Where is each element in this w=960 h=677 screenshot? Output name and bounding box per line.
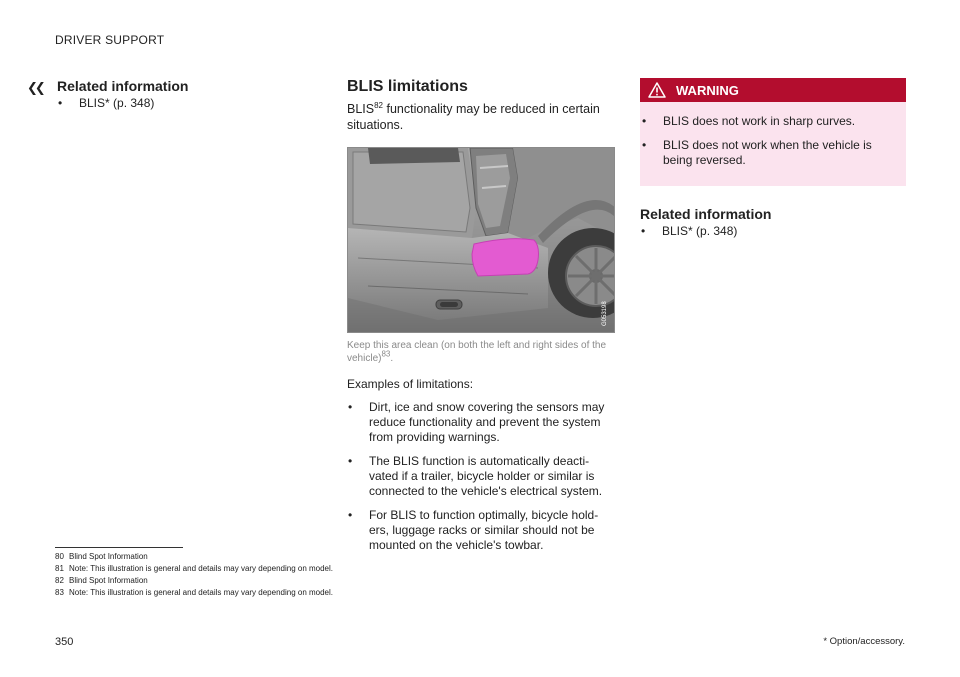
warning-item: • BLIS does not work when the vehicle is being reversed. <box>641 138 898 168</box>
footnote-divider <box>55 547 183 548</box>
left-column <box>57 78 317 111</box>
warning-triangle-icon <box>648 82 666 98</box>
related-information-list <box>640 224 906 239</box>
related-information-heading: Related information <box>640 206 772 222</box>
warning-body <box>640 102 906 186</box>
sensor-area-highlight <box>472 239 539 276</box>
footnote-ref[interactable]: 83 <box>381 349 391 359</box>
examples-label: Examples of limitations: <box>347 377 474 391</box>
figure-caption: Keep this area clean (on both the left and right sides of the vehicle)$^{83}$. <box>347 340 607 364</box>
intro-paragraph: BLIS$^{82}$ functionality may be reduced in certain situations. <box>347 100 600 132</box>
related-link[interactable]: • BLIS* (p. 348) <box>57 96 317 111</box>
page-title: BLIS limitations <box>347 78 468 95</box>
vehicle-rear-illustration <box>347 147 615 333</box>
limitation-item: • For BLIS to function optimally, bicycle hold-ers, luggage racks or similar should not be mounted on the vehicle's towbar. <box>347 508 615 553</box>
related-information-heading: Related information <box>57 78 189 94</box>
warning-item: • BLIS does not work in sharp curves. <box>641 114 898 129</box>
double-chevron-left-icon[interactable]: ❮❮ <box>27 80 43 95</box>
footnote: 81 Note: This illustration is general and details may vary depending on model. <box>55 564 333 573</box>
related-information-list <box>57 96 317 111</box>
limitations-list <box>347 400 615 553</box>
footnote: 82 Blind Spot Information <box>55 576 148 585</box>
option-accessory-note: * Option/accessory. <box>823 636 905 647</box>
middle-column <box>347 78 615 562</box>
footnote: 80 Blind Spot Information <box>55 552 148 561</box>
footnote-ref[interactable]: 82 <box>374 100 384 110</box>
figure-code: G053198 <box>602 301 608 326</box>
footnotes <box>55 551 475 599</box>
warning-list <box>641 114 898 168</box>
right-column <box>640 78 906 239</box>
warning-box <box>640 78 906 186</box>
running-head: DRIVER SUPPORT <box>55 33 165 47</box>
limitation-item: • Dirt, ice and snow covering the sensors may reduce functionality and prevent the system from providing warnings. <box>347 400 615 445</box>
page-number: 350 <box>55 636 74 648</box>
warning-header <box>640 78 906 102</box>
limitation-item: • The BLIS function is automatically deacti-vated if a trailer, bicycle holder or similar is connected to the vehicle's electrical system. <box>347 454 615 499</box>
related-link[interactable]: • BLIS* (p. 348) <box>640 224 906 239</box>
footnote: 83 Note: This illustration is general and details may vary depending on model. <box>55 588 333 597</box>
warning-title: WARNING <box>676 82 739 98</box>
